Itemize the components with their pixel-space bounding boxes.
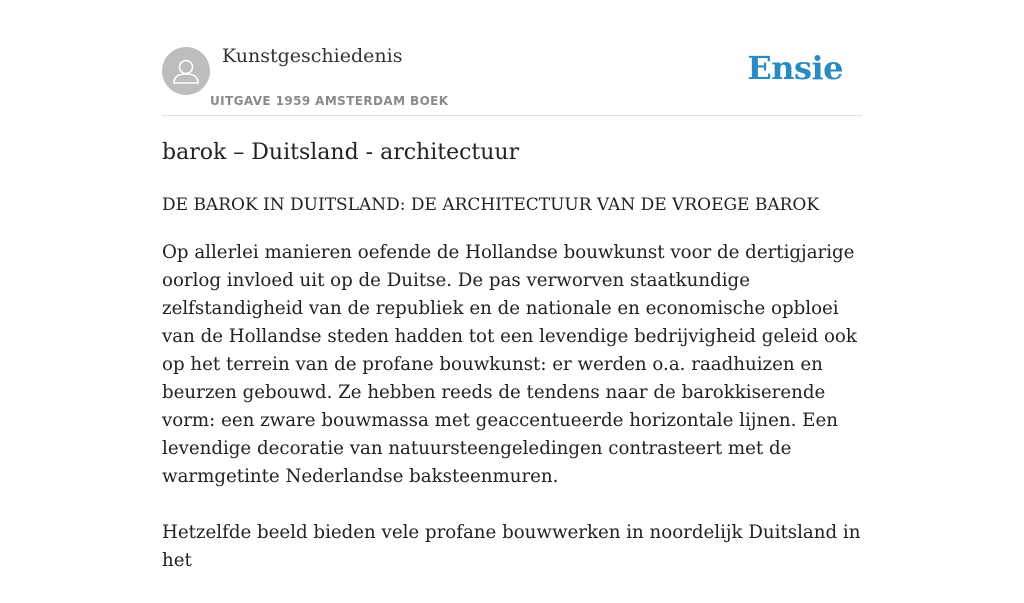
user-silhouette-icon <box>162 47 210 95</box>
paragraph: Op allerlei manieren oefende de Hollandse bouwkunst voor de dertigjarige oorlog invloed uit op de Duitse. De pas verworven staatkundige zelfstandigheid van de republiek en de nationale en economische opbloei van de Hollandse steden hadden tot een levendige bedrijvigheid geleid ook op het terrein van de profane bouwkunst: er werden o.a. raadhuizen en beurzen gebouwd. Ze hebben reeds de tendens naar de barokkiserende vorm: een zware bouwmassa met geaccentueerde horizontale lijnen. Een levendige decoratie van natuursteengeledingen contrasteert met de warmgetinte Nederlandse baksteenmuren. <box>162 242 857 487</box>
article-page <box>162 0 862 571</box>
paragraph: Hetzelfde beeld bieden vele profane bouwwerken in noordelijk Duitsland in het <box>162 522 861 571</box>
ensie-logo[interactable]: Ensie <box>747 49 843 87</box>
section-heading: DE BAROK IN DUITSLAND: DE ARCHITECTUUR VAN DE VROEGE BAROK <box>162 195 820 215</box>
page-title: barok – Duitsland - architectuur <box>162 140 520 165</box>
article-body <box>162 239 862 603</box>
author-avatar[interactable] <box>162 47 210 95</box>
author-name[interactable]: Kunstgeschiedenis <box>222 45 403 67</box>
article-header <box>162 0 862 116</box>
publication-subtitle: UITGAVE 1959 AMSTERDAM BOEK <box>210 94 449 108</box>
